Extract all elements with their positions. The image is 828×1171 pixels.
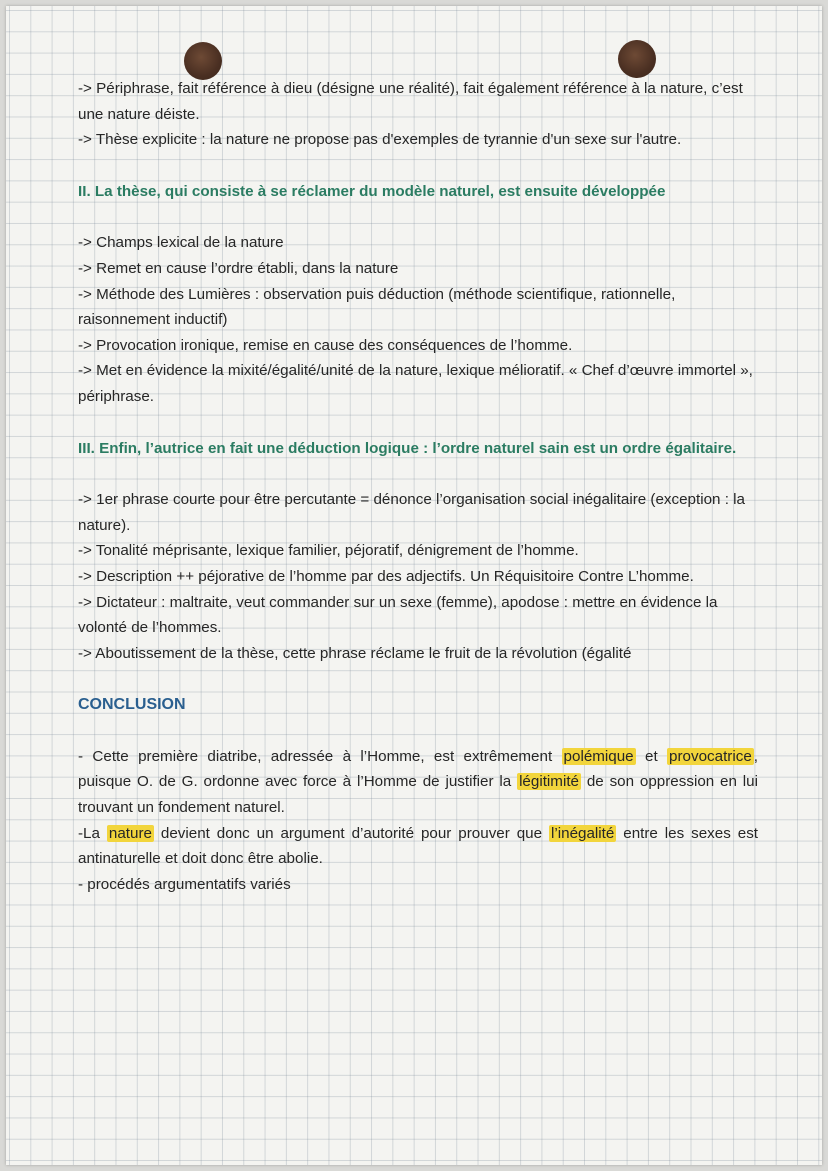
section-2-line-4: -> Provocation ironique, remise en cause des conséquences de l’homme. [78,336,573,354]
section-2-line-2: -> Remet en cause l’ordre établi, dans la nature [78,259,399,277]
section-3-line-5: -> Aboutissement de la thèse, cette phrase réclame le fruit de la révolution (égalité [78,644,632,662]
intro-line-1: -> Périphrase, fait référence à dieu (désigne une réalité), fait également référence à la nature, c’est une nature déiste. [78,80,743,123]
notebook-sheet [6,6,822,1165]
highlight-provocatrice: provocatrice [669,747,752,765]
conclusion-paragraph-1 [78,744,758,821]
highlight-inegalite: l’inégalité [551,824,615,842]
conclusion-p2-text-b: devient donc un argument d’autorité pour prouver que [153,824,549,842]
section-2-title: II. La thèse, qui consiste à se réclamer du modèle naturel, est ensuite développée [78,182,666,200]
section-3-line-4: -> Dictateur : maltraite, veut commander sur un sexe (femme), apodose : mettre en évidence la volonté de l’hommes. [78,593,718,637]
highlight-polemique: polémique [563,747,634,765]
section-3-line-2: -> Tonalité méprisante, lexique familier, péjoratif, dénigrement de l’homme. [78,542,579,560]
intro-line-2: -> Thèse explicite : la nature ne propose pas d'exemples de tyrannie d'un sexe sur l'autre. [78,131,682,149]
conclusion-paragraph-3: - procédés argumentatifs variés [78,875,291,893]
highlight-legitimite: légitimité [519,773,579,791]
highlight-nature: nature [108,824,152,842]
section-3-title: III. Enfin, l’autrice en fait une déduction logique : l’ordre naturel sain est un ordre égalitaire. [78,439,737,457]
section-2-line-5: -> Met en évidence la mixité/égalité/unité de la nature, lexique mélioratif. « Chef d’œuvre immortel », périphrase. [78,362,753,405]
conclusion-p2-text-a: -La [78,824,107,842]
section-2-line-1: -> Champs lexical de la nature [78,234,284,252]
conclusion-p1-text-b: et [635,747,668,765]
punch-hole-left [184,42,222,80]
section-2-line-3: -> Méthode des Lumières : observation puis déduction (méthode scientifique, rationnelle, raisonnement inductif) [78,285,676,329]
section-3-line-1: -> 1er phrase courte pour être percutante = dénonce l’organisation social inégalitaire (exception : la nature). [78,491,745,534]
conclusion-paragraph-2 [78,821,758,872]
conclusion-p1-text-a: - Cette première diatribe, adressée à l’Homme, est extrêmement [78,747,562,765]
conclusion-p2-text-c: entre les sexes est antinaturelle et doit donc être abolie. [78,824,759,868]
conclusion-p1-text-d: de son oppression en lui trouvant un fondement naturel. [78,773,758,817]
conclusion-title: CONCLUSION [78,696,186,714]
section-3-line-3: -> Description ++ péjorative de l’homme par des adjectifs. Un Réquisitoire Contre L’homme. [78,567,694,585]
punch-hole-right [618,40,656,78]
notes-content [78,76,758,897]
conclusion-p1-text-c: , puisque O. de G. ordonne avec force à l’Homme de justifier la [78,747,759,791]
